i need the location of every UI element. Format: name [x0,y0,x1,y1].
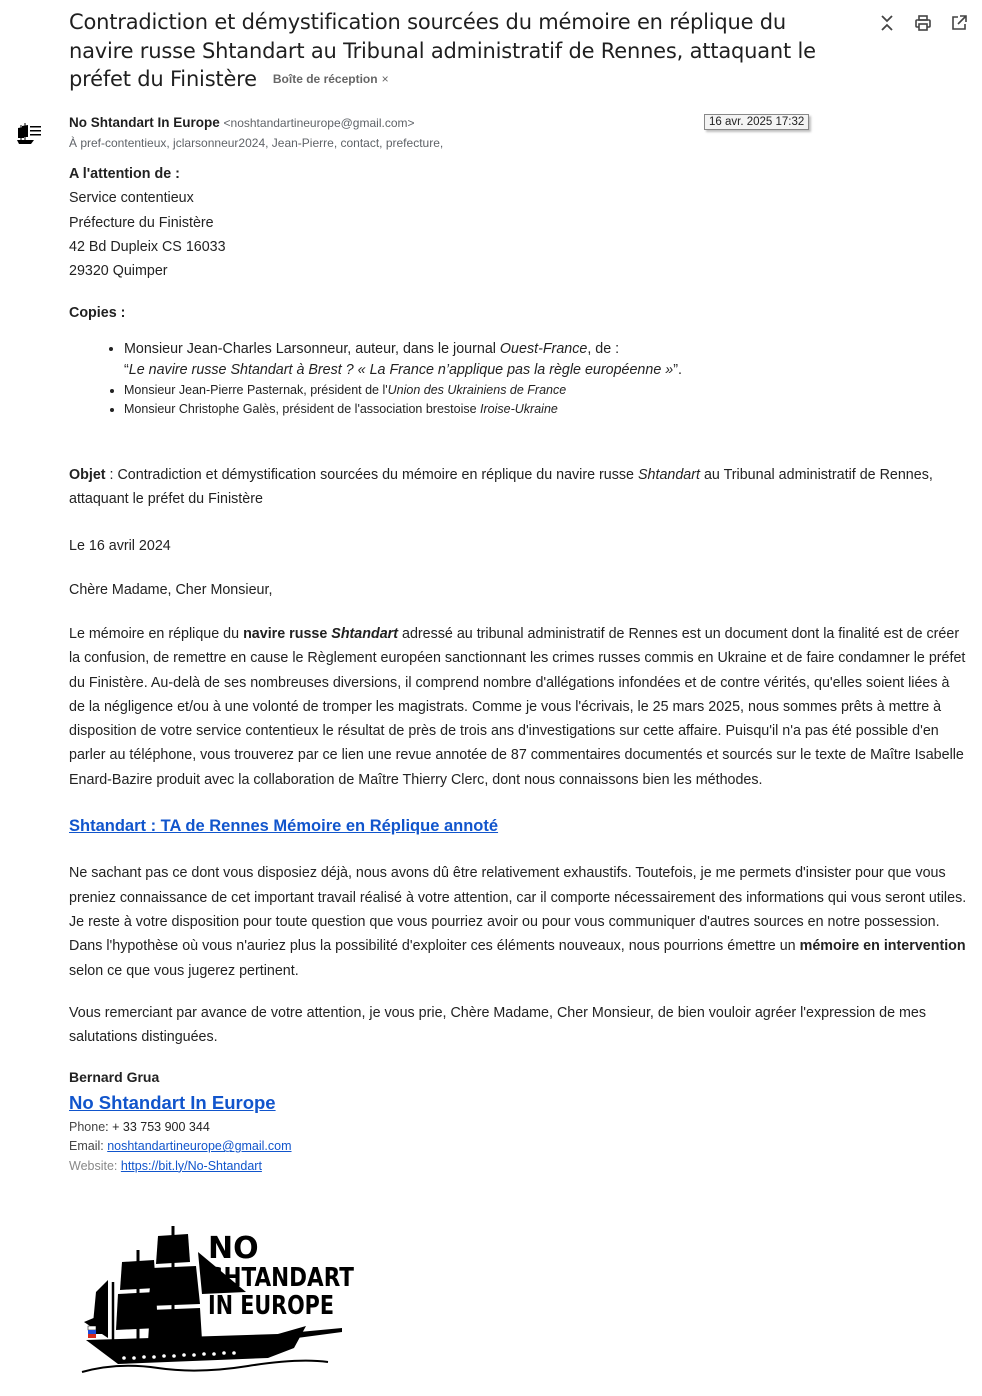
paragraph-1: Le mémoire en réplique du navire russe Shtandart adressé au tribunal administratif de Rennes est un document dont la finalité est de créer la confusion, de remettre en cause le Règlement européen sanctionnant les crimes russes commis en Ukraine et de faire condamner le préfet du Finistère. Au-delà de ses nombreuses diversions, il comprend nombre d'allégations infondées et de contre vérités, qu'elles soient liées à de la négligence et/ou à une volonté de tromper les magistrats. Comme je vous l'écrivais, le 25 mars 2025, nous sommes prêts à mettre à disposition de votre service contentieux le résultat de près de trois ans d'investigations sur cette affaire. Puisqu'il n'a pas été possible d'en parler au téléphone, vous trouverez par ce lien une revue annotée de 87 commentaires documentés et sourcés sur le texte de Maître Isabelle Enard-Bazire produit avec la collaboration de Maître Thierry Clerc, dont nous connaissons bien les méthodes. [69,625,966,788]
open-in-new-window-icon[interactable] [950,14,968,32]
list-item: • Monsieur Jean-Pierre Pasternak, président de l'Union des Ukrainiens de France [124,381,967,401]
article-title: Le navire russe Shtandart à Brest ? « La France n’applique pas la règle européenne » [128,361,674,378]
closing-paragraph: Vous remerciant par avance de votre attention, je vous prie, Chère Madame, Cher Monsieur, de bien vouloir agréer l'expression de mes salutations distinguées. [69,1004,927,1046]
recipients-line[interactable]: À pref-contentieux, jclarsonneur2024, Jean-Pierre, contact, prefecture, [69,136,444,150]
no-shtandart-logo [78,1222,358,1374]
logo-text-line: IN EUROPE [208,1291,334,1321]
signature-website-link[interactable]: https://bit.ly/No-Shtandart [120,1158,262,1173]
email-date: 16 avr. 2025 17:32 [704,114,809,130]
sender-line [69,115,415,130]
message-toolbar [878,14,968,32]
attention-heading: A l'attention de : [69,166,180,182]
signature-email-link[interactable]: noshtandartineurope@gmail.com [107,1139,292,1154]
copies-list [69,339,967,420]
logo-text-line: NO [208,1231,259,1266]
sender-name[interactable]: No Shtandart In Europe [69,115,220,130]
sender-avatar[interactable] [14,120,42,146]
address-line: Service contentieux [69,190,194,207]
signature-name: Bernard Grua [69,1069,160,1086]
remove-label-icon[interactable]: × [381,72,389,86]
signature-phone: Phone: + 33 753 900 344 [69,1119,210,1134]
signature-email: Email: noshtandartineurope@gmail.com [69,1139,292,1154]
sender-email: <noshtandartineurope@gmail.com> [223,116,415,130]
signature-org-link[interactable]: No Shtandart In Europe [69,1091,276,1113]
address-line: 42 Bd Dupleix CS 16033 [69,238,226,255]
email-body [69,162,967,1176]
address-line: 29320 Quimper [69,263,168,280]
print-icon[interactable] [914,14,932,32]
annotated-document-link[interactable]: Shtandart : TA de Rennes Mémoire en Réplique annoté [69,817,499,836]
list-item: • Monsieur Christophe Galès, président de l'association brestoise Iroise-Ukraine [124,400,967,420]
address-line: Préfecture du Finistère [69,214,214,231]
objet-paragraph: Objet : Contradiction et démystification sourcées du mémoire en réplique du navire russe Shtandart au Tribunal administratif de Rennes, attaquant le préfet du Finistère [69,466,933,508]
signature-website: Website: https://bit.ly/No-Shtandart [69,1158,262,1173]
email-subject: Contradiction et démystification sourcées du mémoire en réplique du navire russe Shtandart au Tribunal administratif de Rennes, attaquant le préfet du Finistère Boîte de réception × [69,10,816,91]
letter-date: Le 16 avril 2024 [69,538,171,555]
list-item: • Monsieur Jean-Charles Larsonneur, auteur, dans le journal Ouest-France, de : “Le navire russe Shtandart à Brest ? « La France n’applique pas la règle européenne »”. [124,339,967,381]
collapse-icon[interactable] [878,14,896,32]
inbox-label[interactable]: Boîte de réception × [272,72,389,86]
paragraph-2: Ne sachant pas ce dont vous disposiez déjà, nous avons dû être relativement exhaustifs. Toutefois, je me permets d'insister pour que vous preniez connaissance de cet important travail réalisé à votre attention, car il comporte nécessairement des informations qui vous seront utiles. Je reste à votre disposition pour toute question que vous pourriez avoir ou pour vous communiquer d'autres sources en notre possession. Dans l'hypothèse où vous n'auriez plus la possibilité d'exploiter ces éléments nouveaux, nous pourrions émettre un mémoire en intervention selon ce que vous jugerez pertinent. [69,865,967,979]
greeting: Chère Madame, Cher Monsieur, [69,581,273,598]
copies-heading: Copies : [69,305,126,322]
logo-text-line: SHTANDART [208,1263,355,1293]
